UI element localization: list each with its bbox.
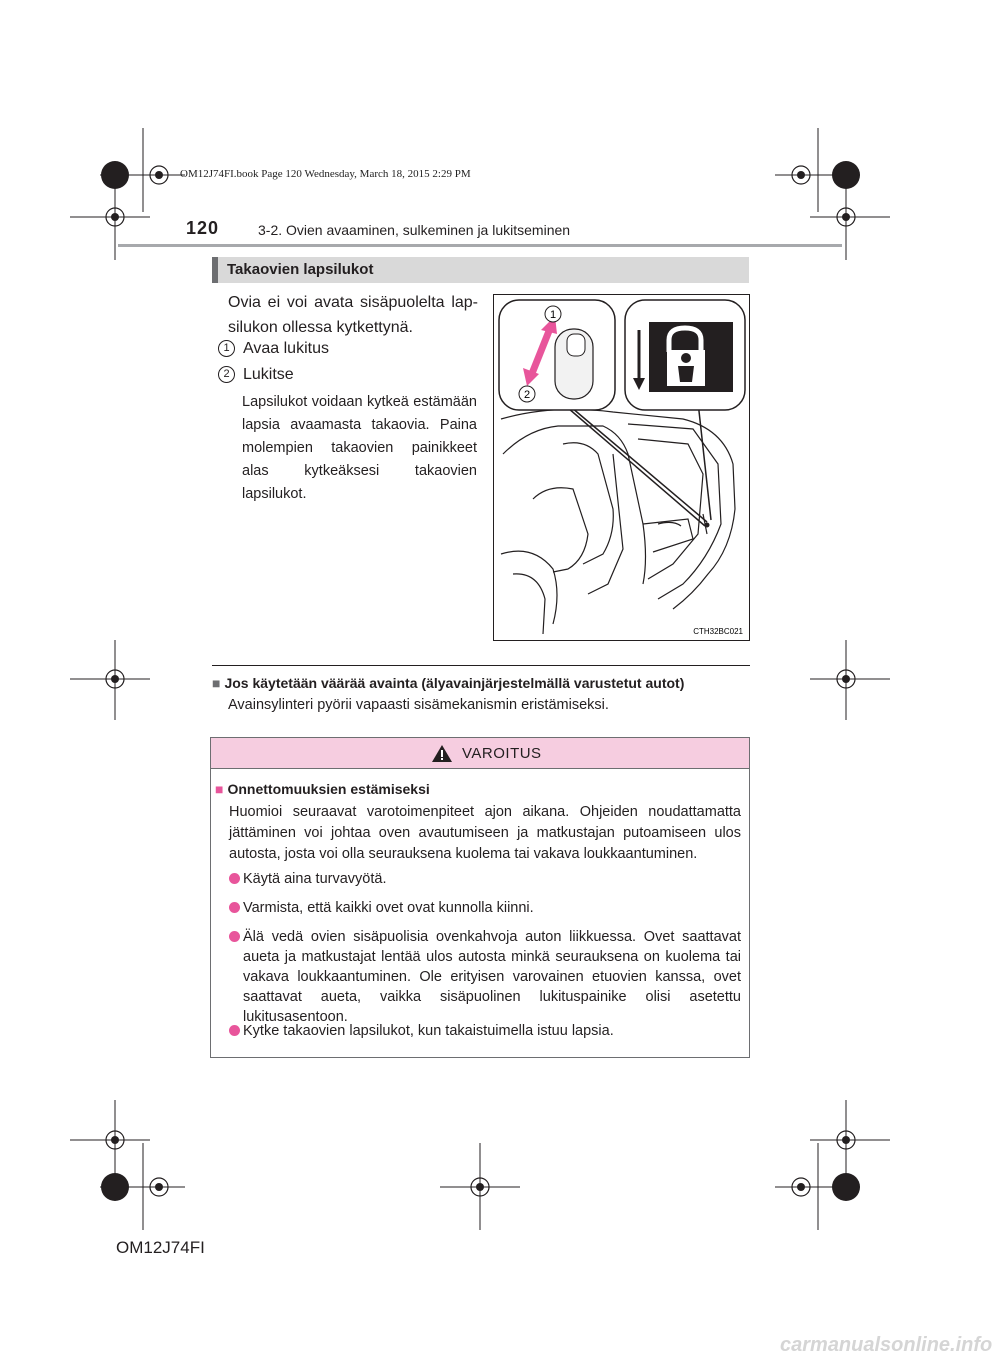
section-heading-bar <box>212 257 749 283</box>
warning-subheading-text: Onnettomuuksien estämiseksi <box>227 781 430 797</box>
square-bullet-icon: ■ <box>215 781 224 797</box>
bullet-dot-icon <box>229 1025 240 1036</box>
bullet-text: Kytke takaovien lapsilukot, kun takaistuimella istuu lapsia. <box>243 1023 614 1039</box>
callout-1-label: 1 <box>549 309 557 321</box>
step-label: Avaa lukitus <box>243 340 329 357</box>
manual-code: OM12J74FI <box>116 1238 205 1257</box>
square-bullet-icon: ■ <box>212 675 221 691</box>
chapter-title: 3-2. Ovien avaaminen, sulkeminen ja lukitseminen <box>258 222 571 238</box>
section-title: Takaovien lapsilukot <box>227 261 374 278</box>
switch-knob <box>567 334 585 356</box>
info-heading-text: Jos käytetään väärää avainta (älyavainjärjestelmällä varustetut autot) <box>224 675 685 691</box>
illustration-svg <box>493 294 750 641</box>
bullet-text: Varmista, että kaikki ovet ovat kunnolla kiinni. <box>243 900 534 916</box>
warning-header <box>211 738 749 769</box>
info-heading <box>212 675 684 691</box>
bullet-dot-icon <box>229 873 240 884</box>
note-text: Lapsilukot voidaan kytkeä estämään lapsia avaamasta takaovia. Paina molempien takaovien painikkeet alas kytkeäksesi takaovien lapsilukot. <box>242 394 477 502</box>
print-info: OM12J74FI.book Page 120 Wednesday, March 18, 2015 2:29 PM <box>180 168 471 180</box>
intro-text: Ovia ei voi avata sisäpuolelta lapsilukon ollessa kytkettynä. <box>228 294 478 336</box>
step-number: 1 <box>218 340 235 357</box>
section-accent <box>212 257 218 283</box>
watermark: carmanualsonline.info <box>780 1334 992 1356</box>
bullet-dot-icon <box>229 931 240 942</box>
bullet-text: Käytä aina turvavyötä. <box>243 871 387 887</box>
child-lock-switch <box>705 523 710 528</box>
step-label: Lukitse <box>243 366 294 383</box>
warning-subheading <box>215 781 430 797</box>
warning-title: VAROITUS <box>462 745 542 762</box>
warning-box <box>210 737 750 1058</box>
bullet-text: Älä vedä ovien sisäpuolisia ovenkahvoja auton liikkuessa. Ovet saattavat aueta ja matkustajat lentää ulos autosta minkä seurauksena on kuolema tai vakava loukkaantuminen. Ole erityisen varovainen etuovien kanssa, ovet saattavat aueta, vaikka sisäpuolinen lukituspainike olisi asetettu lukitusasentoon. <box>243 929 741 1025</box>
bullet-dot-icon <box>229 902 240 913</box>
step-number: 2 <box>218 366 235 383</box>
info-text: Avainsylinteri pyörii vapaasti sisämekanismin eristämiseksi. <box>228 697 609 713</box>
page-number: 120 <box>186 218 220 238</box>
figure-code: CTH32BC021 <box>693 627 743 636</box>
header-rule <box>118 244 842 247</box>
warning-intro: Huomioi seuraavat varotoimenpiteet ajon aikana. Ohjeiden noudattamatta jättäminen voi johtaa oven avautumiseen ja matkustajan putoamiseen ulos autosta, josta voi olla seurauksena kuolema tai vakava loukkaantuminen. <box>229 804 741 862</box>
step-lock <box>218 366 294 384</box>
callout-2-label: 2 <box>523 389 531 401</box>
step-unlock <box>218 340 329 358</box>
info-rule <box>212 665 750 666</box>
warning-triangle-icon <box>431 744 453 763</box>
child-lock-illustration <box>493 294 750 641</box>
